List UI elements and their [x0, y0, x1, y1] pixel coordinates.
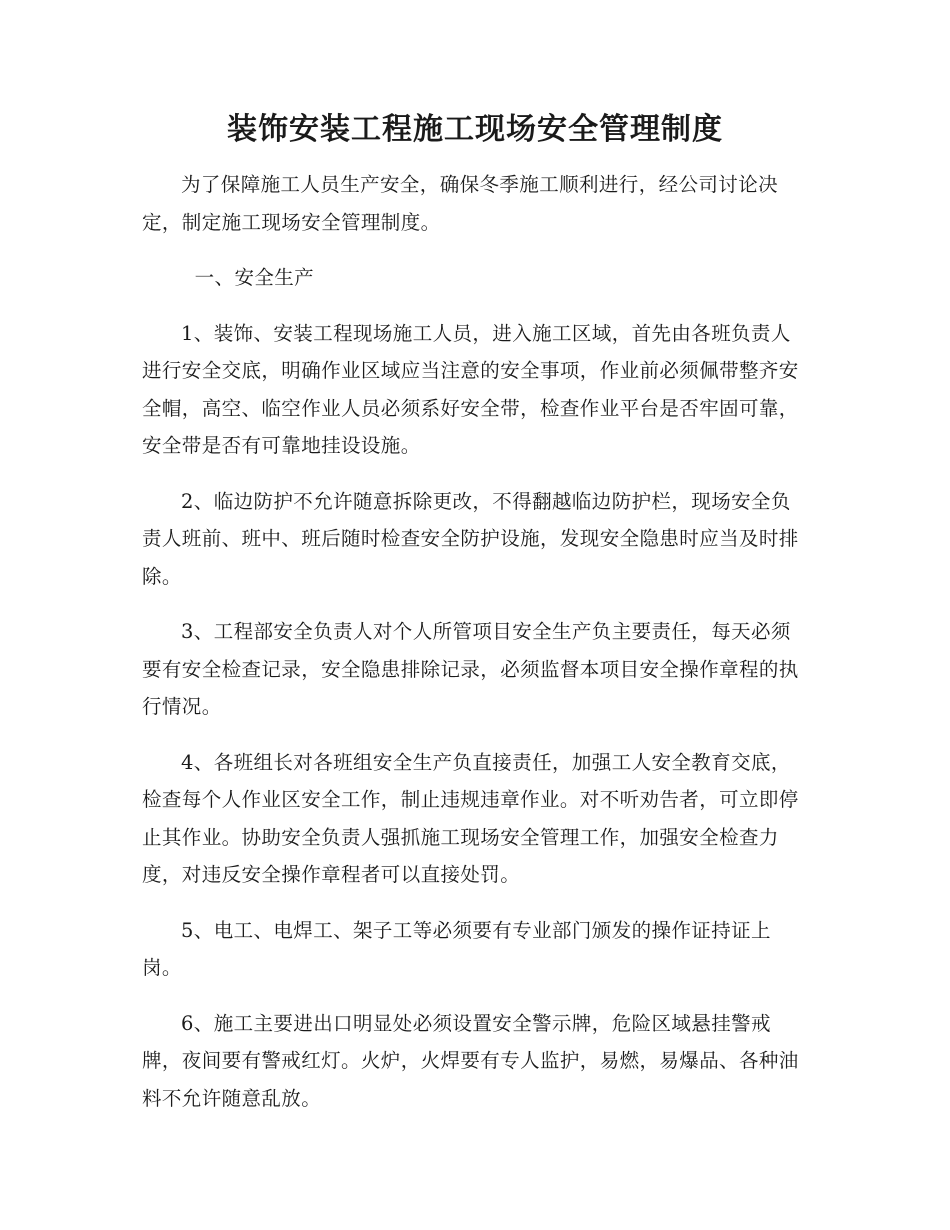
- rule-item-3: 3、工程部安全负责人对个人所管项目安全生产负主要责任，每天必须要有安全检查记录，安全隐患排除记录，必须监督本项目安全操作章程的执行情况。: [142, 620, 799, 718]
- rule-item-2: 2、临边防护不允许随意拆除更改，不得翻越临边防护栏，现场安全负责人班前、班中、班后随时检查安全防护设施，发现安全隐患时应当及时排除。: [142, 489, 799, 588]
- rule-item-6: 6、施工主要进出口明显处必须设置安全警示牌，危险区域悬挂警戒牌，夜间要有警戒红灯。火炉，火焊要有专人监护，易燃，易爆品、各种油料不允许随意乱放。: [142, 1011, 799, 1110]
- section-heading: 一、安全生产: [194, 266, 315, 289]
- document-body: [142, 166, 810, 1135]
- rule-item-4: 4、各班组长对各班组安全生产负直接责任，加强工人安全教育交底，检查每个人作业区安全工作，制止违规违章作业。对不听劝告者，可立即停止其作业。协助安全负责人强抓施工现场安全管理工作，加强安全检查力度，对违反安全操作章程者可以直接处罚。: [142, 750, 799, 886]
- rule-item-5: 5、电工、电焊工、架子工等必须要有专业部门颁发的操作证持证上岗。: [142, 918, 771, 979]
- intro-paragraph: 为了保障施工人员生产安全，确保冬季施工顺利进行，经公司讨论决定，制定施工现场安全管理制度。: [142, 173, 779, 234]
- document-title: 装饰安装工程施工现场安全管理制度: [227, 112, 723, 147]
- rule-item-1: 1、装饰、安装工程现场施工人员，进入施工区域，首先由各班负责人进行安全交底，明确作业区域应当注意的安全事项，作业前必须佩带整齐安全帽，高空、临空作业人员必须系好安全带，检查作业平台是否牢固可靠，安全带是否有可靠地挂设设施。: [142, 321, 799, 457]
